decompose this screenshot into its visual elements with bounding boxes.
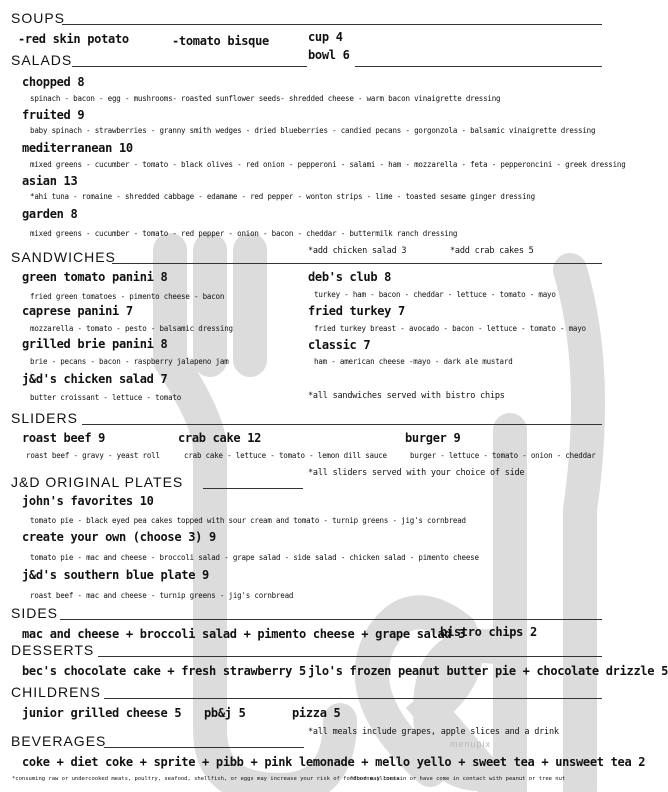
menu-item-desc: roast beef - gravy - yeast roll <box>26 451 160 460</box>
menu-item-name: fruited 9 <box>22 108 85 122</box>
menu-item-name: green tomato panini 8 <box>22 270 168 284</box>
menu-item-desc: tomato pie - mac and cheese - broccoli salad - grape salad - side salad - chicken salad - pimento cheese <box>30 553 479 562</box>
soup-item: -tomato bisque <box>172 34 269 48</box>
menu-item-name: deb's club 8 <box>308 270 392 284</box>
section-heading-beverages: BEVERAGES <box>11 733 107 749</box>
divider <box>104 747 304 748</box>
menu-item-desc: mozzarella - tomato - pesto - balsamic dressing <box>30 324 233 333</box>
menu-item-name: fried turkey 7 <box>308 304 405 318</box>
section-heading-sides: SIDES <box>11 605 59 621</box>
menu-item-name: caprese panini 7 <box>22 304 133 318</box>
section-heading-plates: J&D ORIGINAL PLATES <box>11 474 184 490</box>
divider <box>72 66 307 67</box>
menu-item-desc: brie - pecans - bacon - raspberry jalapeno jam <box>30 357 229 366</box>
dessert-item: jlo's frozen peanut butter pie + chocolate drizzle 5 <box>308 664 668 678</box>
kids-item: junior grilled cheese 5 <box>22 706 182 720</box>
menu-item-name: garden 8 <box>22 207 78 221</box>
divider <box>112 263 602 264</box>
kids-note: *all meals include grapes, apple slices and a drink <box>308 727 559 737</box>
section-heading-childrens: CHILDRENS <box>11 684 101 700</box>
divider <box>203 488 303 489</box>
menu-item-desc: tomato pie - black eyed pea cakes topped with sour cream and tomato - turnip greens - jig's cornbread <box>30 516 466 525</box>
kids-item: pb&j 5 <box>204 706 246 720</box>
salad-addon-note: *add chicken salad 3 <box>308 246 407 256</box>
beverage-list: coke + diet coke + sprite + pibb + pink lemonade + mello yello + sweet tea + unsweet tea 2 <box>22 755 646 769</box>
section-heading-desserts: DESSERTS <box>11 642 95 658</box>
divider <box>355 66 602 67</box>
menu-item-name: asian 13 <box>22 174 78 188</box>
divider <box>60 619 602 620</box>
section-heading-salads: SALADS <box>11 52 73 68</box>
footer-disclaimer-allergen: *food may contain or have come in contact with peanut or tree nut <box>350 776 566 782</box>
menu-item-desc: fried green tomatoes - pimento cheese - bacon <box>30 292 225 301</box>
section-heading-soups: SOUPS <box>11 10 66 26</box>
sides-list: mac and cheese + broccoli salad + pimento cheese + grape salad 3 <box>22 627 466 641</box>
menu-item-name: burger 9 <box>405 431 461 445</box>
slider-note: *all sliders served with your choice of side <box>308 468 525 478</box>
divider <box>62 24 602 25</box>
menu-item-name: john's favorites 10 <box>22 494 154 508</box>
site-watermark: menupix <box>450 739 492 749</box>
section-heading-sliders: SLIDERS <box>11 410 78 426</box>
soup-item: -red skin potato <box>18 32 129 46</box>
menu-item-name: chopped 8 <box>22 75 85 89</box>
menu-item-name: create your own (choose 3) 9 <box>22 530 216 544</box>
menu-item-name: grilled brie panini 8 <box>22 337 168 351</box>
salad-addon-note: *add crab cakes 5 <box>450 246 534 256</box>
soup-price-cup: cup 4 <box>308 30 343 44</box>
menu-item-desc: burger - lettuce - tomato - onion - cheddar <box>410 451 596 460</box>
divider <box>82 424 602 425</box>
section-heading-sandwiches: SANDWICHES <box>11 249 116 265</box>
divider <box>104 698 602 699</box>
menu-item-desc: ham - american cheese -mayo - dark ale mustard <box>314 357 513 366</box>
menu-item-desc: baby spinach - strawberries - granny smith wedges - dried blueberries - candied pecans - gorgonzola - balsamic vinaigrette dressing <box>30 126 596 135</box>
menu-item-name: classic 7 <box>308 338 371 352</box>
menu-item-desc: crab cake - lettuce - tomato - lemon dill sauce <box>184 451 387 460</box>
footer-disclaimer-raw: *consuming raw or undercooked meats, poultry, seafood, shellfish, or eggs may increase your risk of foodborne illness <box>12 776 400 782</box>
menu-item-desc: spinach - bacon - egg - mushrooms- roasted sunflower seeds- shredded cheese - warm bacon vinaigrette dressing <box>30 94 501 103</box>
menu-item-desc: *ahi tuna - romaine - shredded cabbage - edamame - red pepper - wonton strips - lime - toasted sesame ginger dressing <box>30 192 535 201</box>
sides-chips: bistro chips 2 <box>440 625 537 639</box>
divider <box>98 656 602 657</box>
menu-item-desc: mixed greens - cucumber - tomato - red pepper - onion - bacon - cheddar - buttermilk ranch dressing <box>30 229 458 238</box>
menu-item-name: mediterranean 10 <box>22 141 133 155</box>
menu-item-desc: turkey - ham - bacon - cheddar - lettuce - tomato - mayo <box>314 290 556 299</box>
menu-item-desc: butter croissant - lettuce - tomato <box>30 393 182 402</box>
soup-price-bowl: bowl 6 <box>308 48 350 62</box>
kids-item: pizza 5 <box>292 706 341 720</box>
menu-item-name: j&d's southern blue plate 9 <box>22 568 209 582</box>
menu-item-desc: mixed greens - cucumber - tomato - black olives - red onion - pepperoni - salami - ham - mozzarella - feta - pepperoncini - greek dressing <box>30 160 626 169</box>
menu-item-desc: roast beef - mac and cheese - turnip greens - jig's cornbread <box>30 591 294 600</box>
menu-item-name: roast beef 9 <box>22 431 106 445</box>
menu-item-name: j&d's chicken salad 7 <box>22 372 168 386</box>
menu-item-desc: fried turkey breast - avocado - bacon - lettuce - tomato - mayo <box>314 324 586 333</box>
menu-item-name: crab cake 12 <box>178 431 262 445</box>
sandwich-note: *all sandwiches served with bistro chips <box>308 391 505 401</box>
dessert-item: bec's chocolate cake + fresh strawberry 5 <box>22 664 306 678</box>
